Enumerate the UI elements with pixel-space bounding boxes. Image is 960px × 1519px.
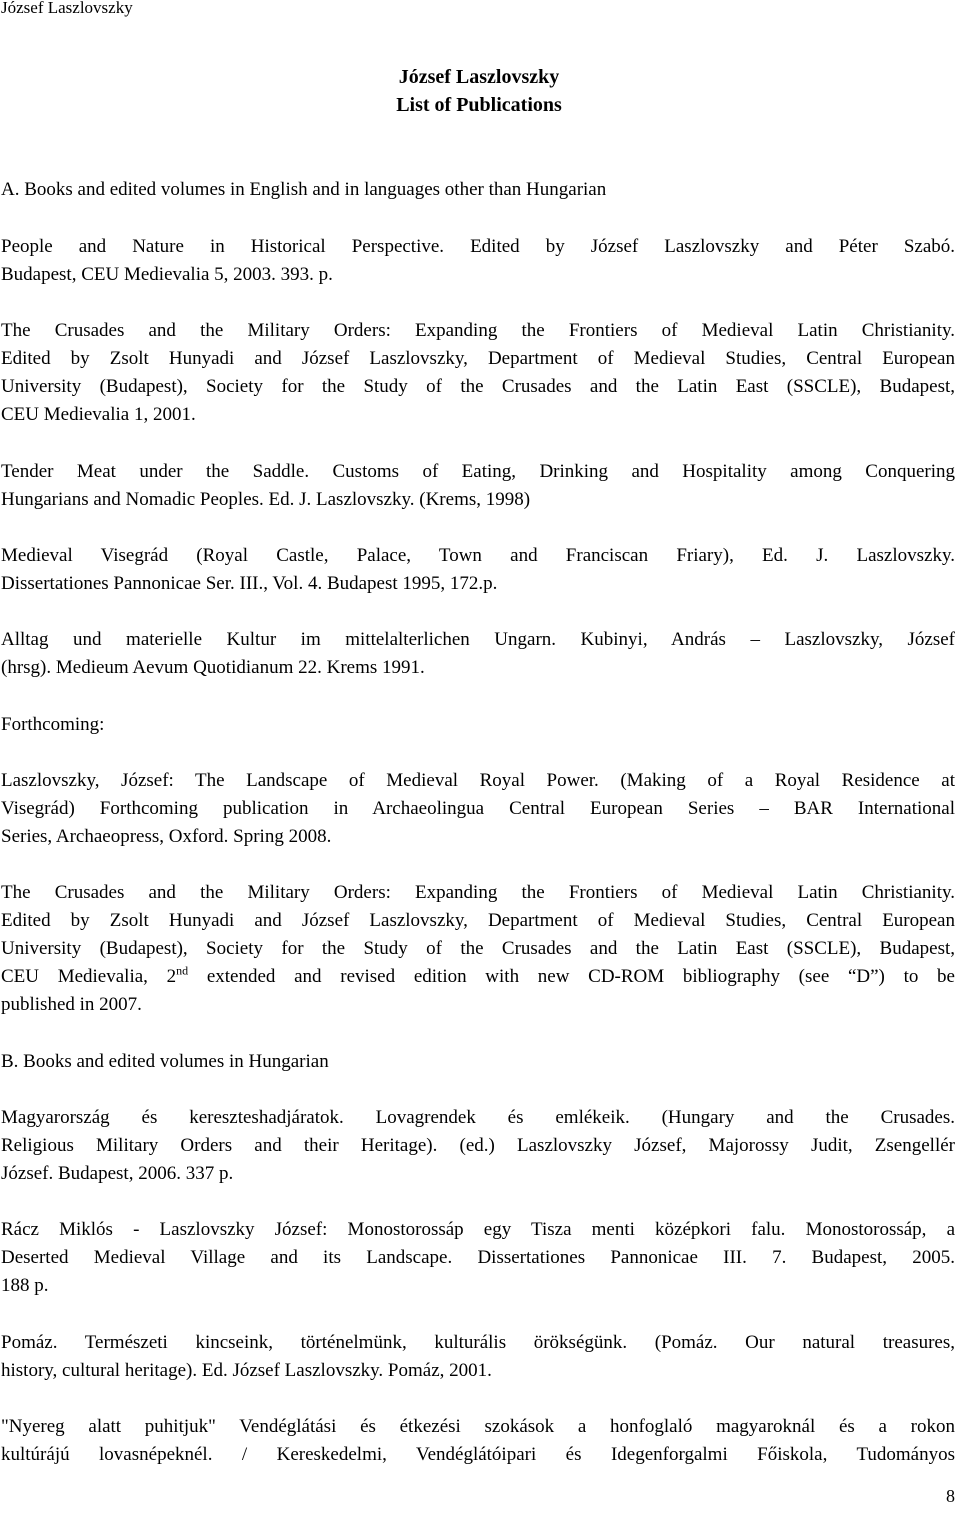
entry-line: The Crusades and the Military Orders: Expanding the Frontiers of Medieval Latin Christianity. [1, 882, 955, 903]
entry-line: "Nyereg alatt puhitjuk" Vendéglátási és étkezési szokások a honfoglaló magyaroknál és a rokon [1, 1416, 955, 1437]
entry-line: kultúrájú lovasnépeknél. / Kereskedelmi, Vendéglátóipari és Idegenforgalmi Főiskola, Tudományos [1, 1444, 955, 1465]
entry-line: The Crusades and the Military Orders: Expanding the Frontiers of Medieval Latin Christianity. [1, 320, 955, 341]
entry-line: Budapest, CEU Medievalia 5, 2003. 393. p. [1, 264, 333, 285]
entry-line: 188 p. [1, 1275, 49, 1296]
publication-entry [1, 1104, 955, 1188]
entry-line: CEU Medievalia 1, 2001. [1, 404, 196, 425]
entry-line: Edited by Zsolt Hunyadi and József Laszlovszky, Department of Medieval Studies, Central European [1, 348, 955, 369]
entry-line: Tender Meat under the Saddle. Customs of Eating, Drinking and Hospitality among Conquering [1, 461, 955, 482]
publication-entry [1, 767, 955, 851]
entry-line: Hungarians and Nomadic Peoples. Ed. J. Laszlovszky. (Krems, 1998) [1, 489, 531, 510]
entry-line: Pomáz. Természeti kincseink, történelmünk, kulturális örökségünk. (Pomáz. Our natural treasures, [1, 1332, 955, 1353]
publication-entry [1, 1413, 955, 1469]
publication-entry [1, 879, 955, 1019]
ordinal-superscript: nd [176, 963, 189, 978]
entry-line: Edited by Zsolt Hunyadi and József Laszlovszky, Department of Medieval Studies, Central European [1, 910, 955, 931]
publication-entry [1, 233, 955, 289]
entry-line: Visegrád) Forthcoming publication in Archaeolingua Central European Series – BAR International [1, 798, 955, 819]
section-a-heading: A. Books and edited volumes in English and in languages other than Hungarian [1, 179, 607, 200]
entry-line: University (Budapest), Society for the Study of the Crusades and the Latin East (SSCLE), Budapest, [1, 938, 955, 959]
entry-line: published in 2007. [1, 994, 142, 1015]
entry-line: Deserted Medieval Village and its Landscape. Dissertationes Pannonicae III. 7. Budapest, 2005. [1, 1247, 955, 1268]
entry-line: history, cultural heritage). Ed. József Laszlovszky. Pomáz, 2001. [1, 1360, 492, 1381]
entry-line: Medieval Visegrád (Royal Castle, Palace, Town and Franciscan Friary), Ed. J. Laszlovszky. [1, 545, 955, 566]
entry-line: Dissertationes Pannonicae Ser. III., Vol. 4. Budapest 1995, 172.p. [1, 573, 498, 594]
entry-line: University (Budapest), Society for the Study of the Crusades and the Latin East (SSCLE), Budapest, [1, 376, 955, 397]
entry-line: Rácz Miklós - Laszlovszky József: Monostorossáp egy Tisza menti középkori falu. Monostorossáp, a [1, 1219, 955, 1240]
publication-entry [1, 458, 955, 514]
publication-entry [1, 1329, 955, 1385]
publication-entry [1, 626, 955, 682]
publication-entry [1, 317, 955, 429]
entry-line: Laszlovszky, József: The Landscape of Medieval Royal Power. (Making of a Royal Residence at [1, 770, 955, 791]
section-b-heading: B. Books and edited volumes in Hungarian [1, 1051, 329, 1072]
entry-line [1, 963, 955, 991]
title-author: József Laszlovszky [398, 66, 560, 88]
edition-text-rest: extended and revised edition with new CD-ROM bibliography (see “D”) to be [188, 966, 955, 987]
entry-line: Alltag und materielle Kultur im mittelalterlichen Ungarn. Kubinyi, András – Laszlovszky, József [1, 629, 955, 650]
publication-entry [1, 542, 955, 598]
document-title [0, 63, 958, 119]
edition-text: CEU Medievalia, 2 [1, 966, 177, 987]
entry-line: Religious Military Orders and their Heritage). (ed.) Laszlovszky József, Majorossy Judit, Zsengellér [1, 1135, 955, 1156]
forthcoming-label: Forthcoming: [1, 714, 105, 735]
page-number: 8 [946, 1486, 955, 1506]
title-subtitle: List of Publications [396, 94, 562, 116]
publication-entry [1, 1216, 955, 1300]
entry-line: Series, Archaeopress, Oxford. Spring 2008. [1, 826, 332, 847]
running-header: József Laszlovszky [1, 0, 133, 17]
entry-line: Magyarország és kereszteshadjáratok. Lovagrendek és emlékeik. (Hungary and the Crusades. [1, 1107, 955, 1128]
entry-line: (hrsg). Medieum Aevum Quotidianum 22. Krems 1991. [1, 657, 425, 678]
entry-line: József. Budapest, 2006. 337 p. [1, 1163, 234, 1184]
entry-line: People and Nature in Historical Perspective. Edited by József Laszlovszky and Péter Szabó. [1, 236, 955, 257]
